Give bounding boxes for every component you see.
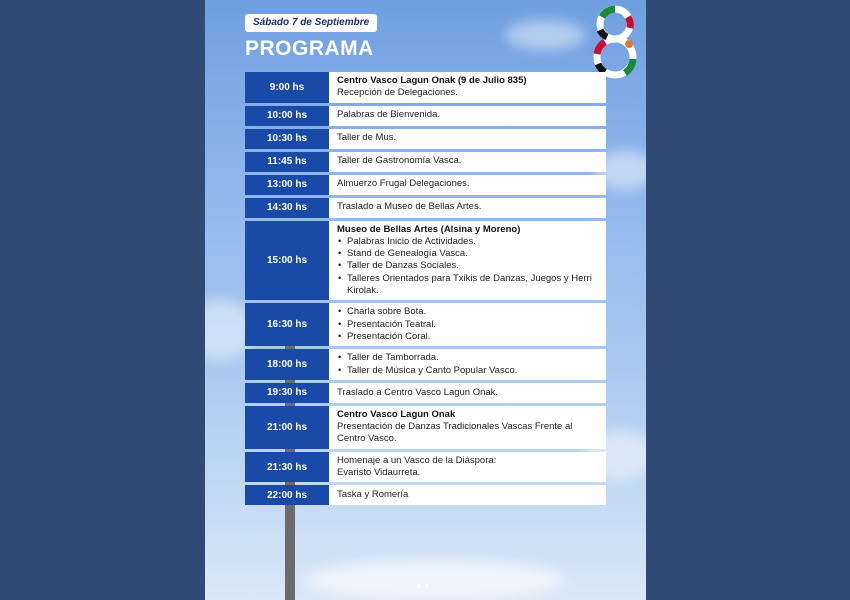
time-cell: 18:00 hs [245,349,329,380]
activity-list [337,352,600,377]
activity-cell [329,406,606,449]
activity-list [337,306,600,343]
cloud-decoration [505,20,585,50]
time-cell: 10:00 hs [245,106,329,126]
time-cell: 21:30 hs [245,452,329,483]
activity-cell [329,452,606,483]
time-cell: 10:30 hs [245,129,329,149]
activity-item: • Talleres Orientados para Txikis de Danzas, Juegos y Herri Kirolak. [337,273,600,298]
time-cell: 16:30 hs [245,303,329,346]
schedule-row [245,198,606,218]
time-cell: 9:00 hs [245,72,329,103]
activity-text: Palabras de Bienvenida. [337,109,440,121]
activity-text: Taller de Gastronomía Vasca. [337,155,462,167]
activity-text: Presentación de Danzas Tradicionales Vascas Frente al Centro Vasco. [337,421,573,445]
schedule-row [245,72,606,103]
schedule-row [245,129,606,149]
activity-text: Taller de Mus. [337,132,397,144]
activity-text: Traslado a Centro Vasco Lagun Onak. [337,386,499,398]
time-cell: 11:45 hs [245,152,329,172]
schedule-row [245,221,606,301]
activity-text: Evaristo Vidaurreta. [337,467,421,479]
time-cell: 19:30 hs [245,383,329,403]
activity-item: • Presentación Coral. [337,331,600,343]
activity-cell [329,72,606,103]
activity-item: • Taller de Danzas Sociales. [337,260,600,272]
schedule-row [245,406,606,449]
activity-text: Recepción de Delegaciones. [337,87,458,99]
activity-item: • Taller de Tamborrada. [337,352,600,364]
schedule-row [245,303,606,346]
time-cell: 14:30 hs [245,198,329,218]
activity-item: • Palabras Inicio de Actividades. [337,236,600,248]
activity-list [337,236,600,297]
venue-heading: Centro Vasco Lagun Onak (9 de Julio 835) [337,75,527,86]
activity-text: Traslado a Museo de Bellas Artes. [337,201,482,213]
carousel-dot[interactable] [425,584,429,588]
carousel-indicator[interactable] [417,584,429,588]
time-cell: 22:00 hs [245,485,329,505]
schedule-row [245,452,606,483]
activity-item: • Presentación Teatral. [337,319,600,331]
time-cell: 15:00 hs [245,221,329,301]
schedule-table [245,72,606,508]
schedule-row [245,485,606,505]
activity-cell [329,175,606,195]
activity-cell [329,129,606,149]
activity-cell [329,349,606,380]
activity-cell [329,106,606,126]
date-badge: Sábado 7 de Septiembre [245,14,377,32]
schedule-row [245,175,606,195]
schedule-row [245,152,606,172]
carousel-dot[interactable] [417,584,421,588]
activity-text: Homenaje a un Vasco de la Diáspora: [337,454,497,466]
schedule-row [245,106,606,126]
time-cell: 13:00 hs [245,175,329,195]
activity-cell [329,152,606,172]
activity-item: • Stand de Genealogía Vasca. [337,248,600,260]
time-cell: 21:00 hs [245,406,329,449]
activity-cell [329,383,606,403]
basque-diaspora-8-logo-icon [589,4,641,80]
activity-item: • Taller de Música y Canto Popular Vasco. [337,365,600,377]
activity-item: • Charla sobre Bota. [337,306,600,318]
schedule-row [245,349,606,380]
activity-text: Almuerzo Frugal Delegaciones. [337,178,470,190]
activity-cell [329,303,606,346]
activity-text: Taska y Romería [337,489,409,501]
venue-heading: Centro Vasco Lagun Onak [337,408,456,420]
program-poster [205,0,646,600]
activity-cell [329,221,606,301]
cloud-decoration [305,560,565,600]
venue-heading: Museo de Bellas Artes (Alsina y Moreno) [337,223,521,235]
schedule-row [245,383,606,403]
activity-cell [329,485,606,505]
page-title: PROGRAMA [245,37,374,60]
activity-cell [329,198,606,218]
